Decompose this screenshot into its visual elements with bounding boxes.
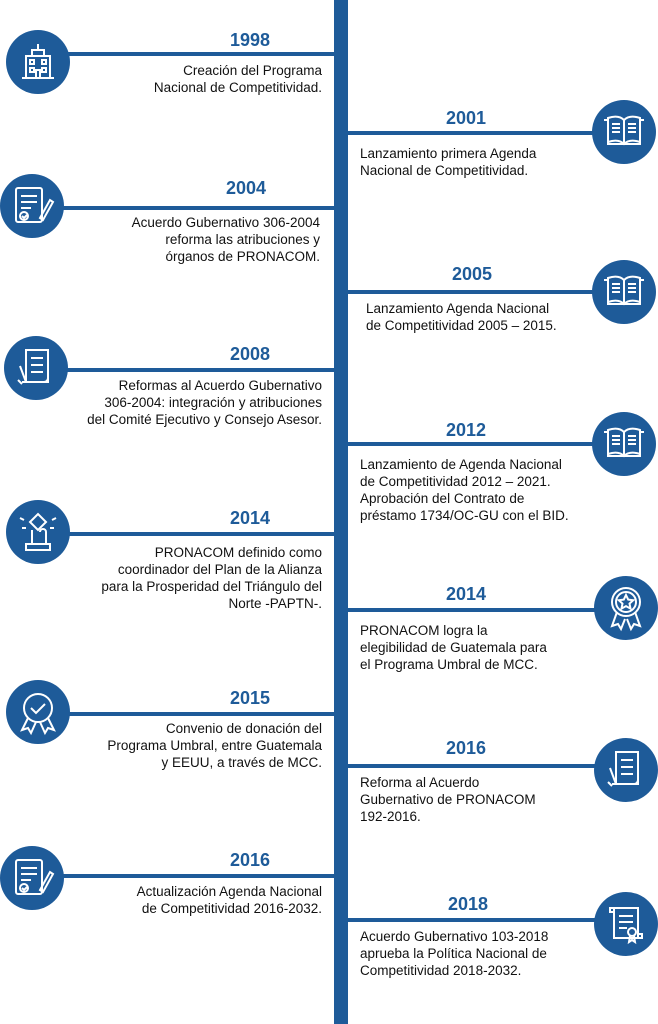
checklist-scroll-icon [4,336,68,400]
entry-year: 2014 [445,584,487,604]
entry-year: 2016 [445,738,487,758]
entry-description: Lanzamiento de Agenda Nacional de Competitividad 2012 – 2021. Aprobación del Contrato de préstamo 1734/OC-GU con el BID. [360,457,569,523]
entry-description: Reformas al Acuerdo Gubernativo 306-2004: integración y atribuciones del Comité Ejecutivo y Consejo Asesor. [87,378,322,427]
open-book-icon [592,412,656,476]
timeline-spine [334,0,348,1024]
entry-year: 1998 [229,30,271,50]
entry-year: 2015 [229,688,271,708]
building-icon [6,30,70,94]
entry-description: Creación del Programa Nacional de Competitividad. [153,63,322,95]
entry-description: Convenio de donación del Programa Umbral, entre Guatemala y EEUU, a través de MCC. [107,721,322,770]
checklist-scroll-icon [594,738,658,802]
entry-year: 2004 [225,178,267,198]
entry-description: Lanzamiento Agenda Nacional de Competitividad 2005 – 2015. [366,301,557,333]
entry-year: 2008 [229,344,271,364]
entry-year: 2001 [445,108,487,128]
entry-year: 2012 [445,420,487,440]
entry-year: 2018 [447,894,489,914]
entry-description: Actualización Agenda Nacional de Competitividad 2016-2032. [136,884,322,916]
signed-document-icon [0,846,64,910]
vote-hand-icon [6,500,70,564]
entry-year: 2014 [229,508,271,528]
star-medal-icon [594,576,658,640]
entry-description: Reforma al Acuerdo Gubernativo de PRONACOM 192-2016. [360,775,536,824]
entry-description: PRONACOM logra la elegibilidad de Guatemala para el Programa Umbral de MCC. [360,623,547,672]
open-book-icon [592,260,656,324]
entry-description: PRONACOM definido como coordinador del Plan de la Alianza para la Prosperidad del Triángulo del Norte -PAPTN-. [101,545,322,611]
entry-description: Lanzamiento primera Agenda Nacional de Competitividad. [360,146,537,178]
signed-document-icon [0,174,64,238]
entry-year: 2016 [229,850,271,870]
award-badge-icon [6,680,70,744]
entry-description: Acuerdo Gubernativo 306-2004 reforma las atribuciones y órganos de PRONACOM. [131,215,320,264]
entry-description: Acuerdo Gubernativo 103-2018 aprueba la Política Nacional de Competitividad 2018-2032. [360,929,549,978]
open-book-icon [592,100,656,164]
entry-year: 2005 [451,264,493,284]
certificate-icon [594,892,658,956]
